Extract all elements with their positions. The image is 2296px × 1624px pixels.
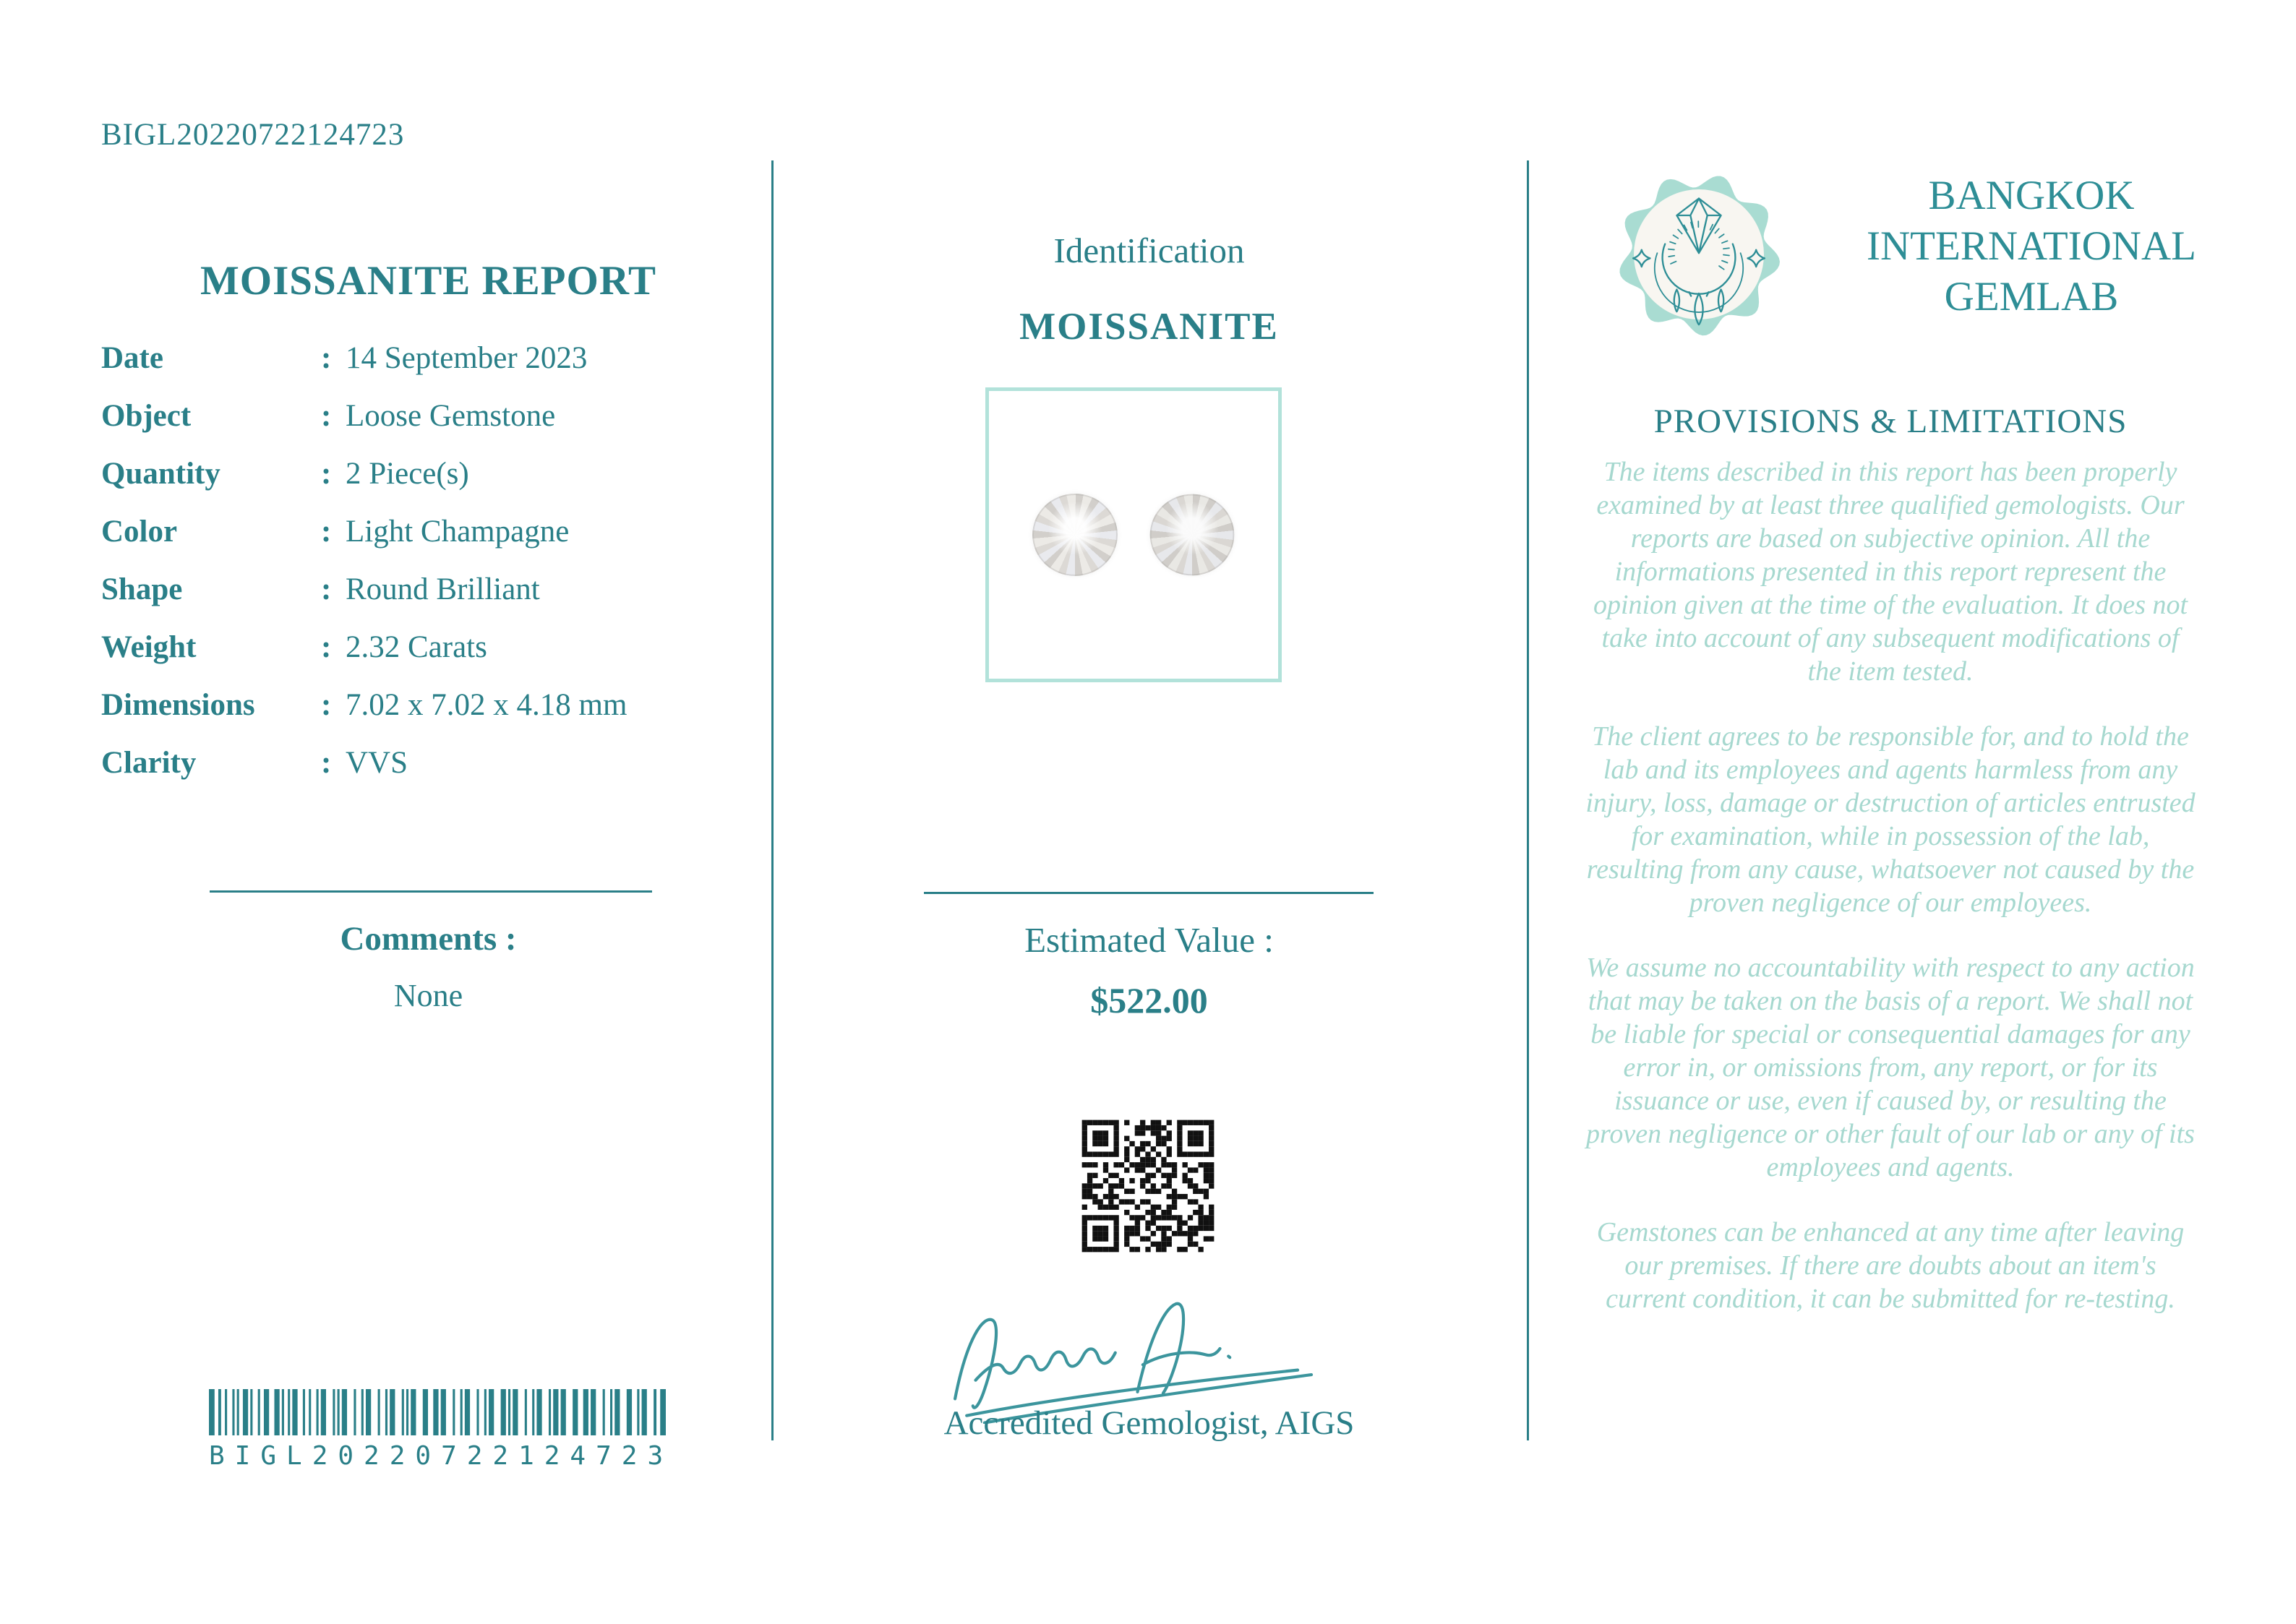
qr-code (1071, 1109, 1225, 1263)
report-field-row (101, 571, 737, 629)
gemstone-photo (985, 387, 1282, 682)
provisions-paragraph: The items described in this report has been properly examined by at least three qualified gemologists. Our reports are based on subjective opinion. All the informations presented in this report represent the opinion given at the time of the evaluation. It does not take into account of any subsequent modifications of the item tested. (1593, 457, 2188, 687)
field-value: Loose Gemstone (346, 399, 556, 433)
report-field-row (101, 398, 737, 455)
provisions-paragraph: We assume no accountability with respect to any action that may be taken on the basis of a report. We shall not be liable for special or consequential damages for any error in, or omissions from, any report, or for its issuance or use, even if caused by, or resulting the proven negligence or other fault of our lab or any of its employees and agents. (1586, 953, 2195, 1182)
field-colon: : (321, 399, 332, 433)
provisions-paragraph: The client agrees to be responsible for, and to hold the lab and its employees and agents harmless from any injury, loss, damage or destruction of articles entrusted for examination, while in possession of the lab, resulting from any cause, whatsoever not caused by the proven negligence of our employees. (1585, 721, 2196, 918)
field-label: Dimensions (101, 688, 255, 722)
report-field-row (101, 455, 737, 513)
comments-value: None (393, 978, 463, 1013)
lab-logo-badge (1608, 163, 1790, 345)
gemstone-right (1150, 494, 1235, 576)
barcode-bars (209, 1389, 666, 1435)
estimated-value-label: Estimated Value : (1024, 920, 1274, 960)
lab-name-line: GEMLAB (1944, 274, 2119, 319)
report-field-row (101, 629, 737, 687)
field-value: 2 Piece(s) (346, 457, 469, 491)
field-colon: : (321, 341, 332, 375)
field-label: Object (101, 399, 192, 433)
signature-stroke (1133, 1301, 1231, 1394)
estimated-value-divider-line (924, 892, 1374, 894)
provisions-paragraph: Gemstones can be enhanced at any time after leaving our premises. If there are doubts about an item's current condition, it can be submitted for re-testing. (1596, 1217, 2185, 1314)
field-label: Quantity (101, 457, 220, 491)
provisions-title: PROVISIONS & LIMITATIONS (1653, 403, 2128, 440)
field-value: VVS (346, 746, 408, 780)
field-colon: : (321, 688, 332, 722)
field-label: Date (101, 341, 163, 375)
field-label: Weight (101, 630, 197, 664)
field-colon: : (321, 630, 332, 664)
field-colon: : (321, 457, 332, 491)
barcode (209, 1389, 674, 1471)
column-divider-right (1527, 160, 1529, 1440)
column-divider-left (771, 160, 774, 1440)
field-colon: : (321, 572, 332, 606)
field-value: 7.02 x 7.02 x 4.18 mm (346, 688, 627, 722)
field-value: Light Champagne (346, 515, 570, 549)
field-colon: : (321, 515, 332, 549)
certificate-number: BIGL20220722124723 (101, 118, 405, 152)
gemologist-title: Accredited Gemologist, AIGS (943, 1404, 1355, 1442)
report-field-row (101, 687, 737, 744)
field-value: Round Brilliant (346, 572, 540, 606)
gemstone-left (1032, 494, 1118, 576)
report-field-row (101, 340, 737, 398)
field-label: Clarity (101, 746, 197, 780)
lab-name (1822, 171, 2241, 322)
report-fields (101, 340, 737, 802)
report-field-row (101, 513, 737, 571)
comments-label: Comments : (340, 920, 517, 958)
field-value: 14 September 2023 (346, 341, 588, 375)
comments-divider-line (210, 890, 652, 893)
report-title: MOISSANITE REPORT (200, 258, 657, 304)
field-label: Shape (101, 572, 183, 606)
field-value: 2.32 Carats (346, 630, 487, 664)
lab-name-line: INTERNATIONAL (1867, 223, 2196, 269)
field-colon: : (321, 746, 332, 780)
identification-section-label: Identification (1053, 231, 1245, 270)
provisions-paragraphs (1583, 455, 2198, 1347)
lab-name-line: BANGKOK (1928, 173, 2135, 218)
badge-face (1634, 189, 1764, 319)
barcode-text: BIGL20220722124723 (209, 1441, 674, 1471)
signature (918, 1283, 1366, 1424)
report-field-row (101, 744, 737, 802)
field-label: Color (101, 515, 178, 549)
estimated-value: $522.00 (1090, 980, 1208, 1021)
stone-name: MOISSANITE (1019, 306, 1279, 348)
